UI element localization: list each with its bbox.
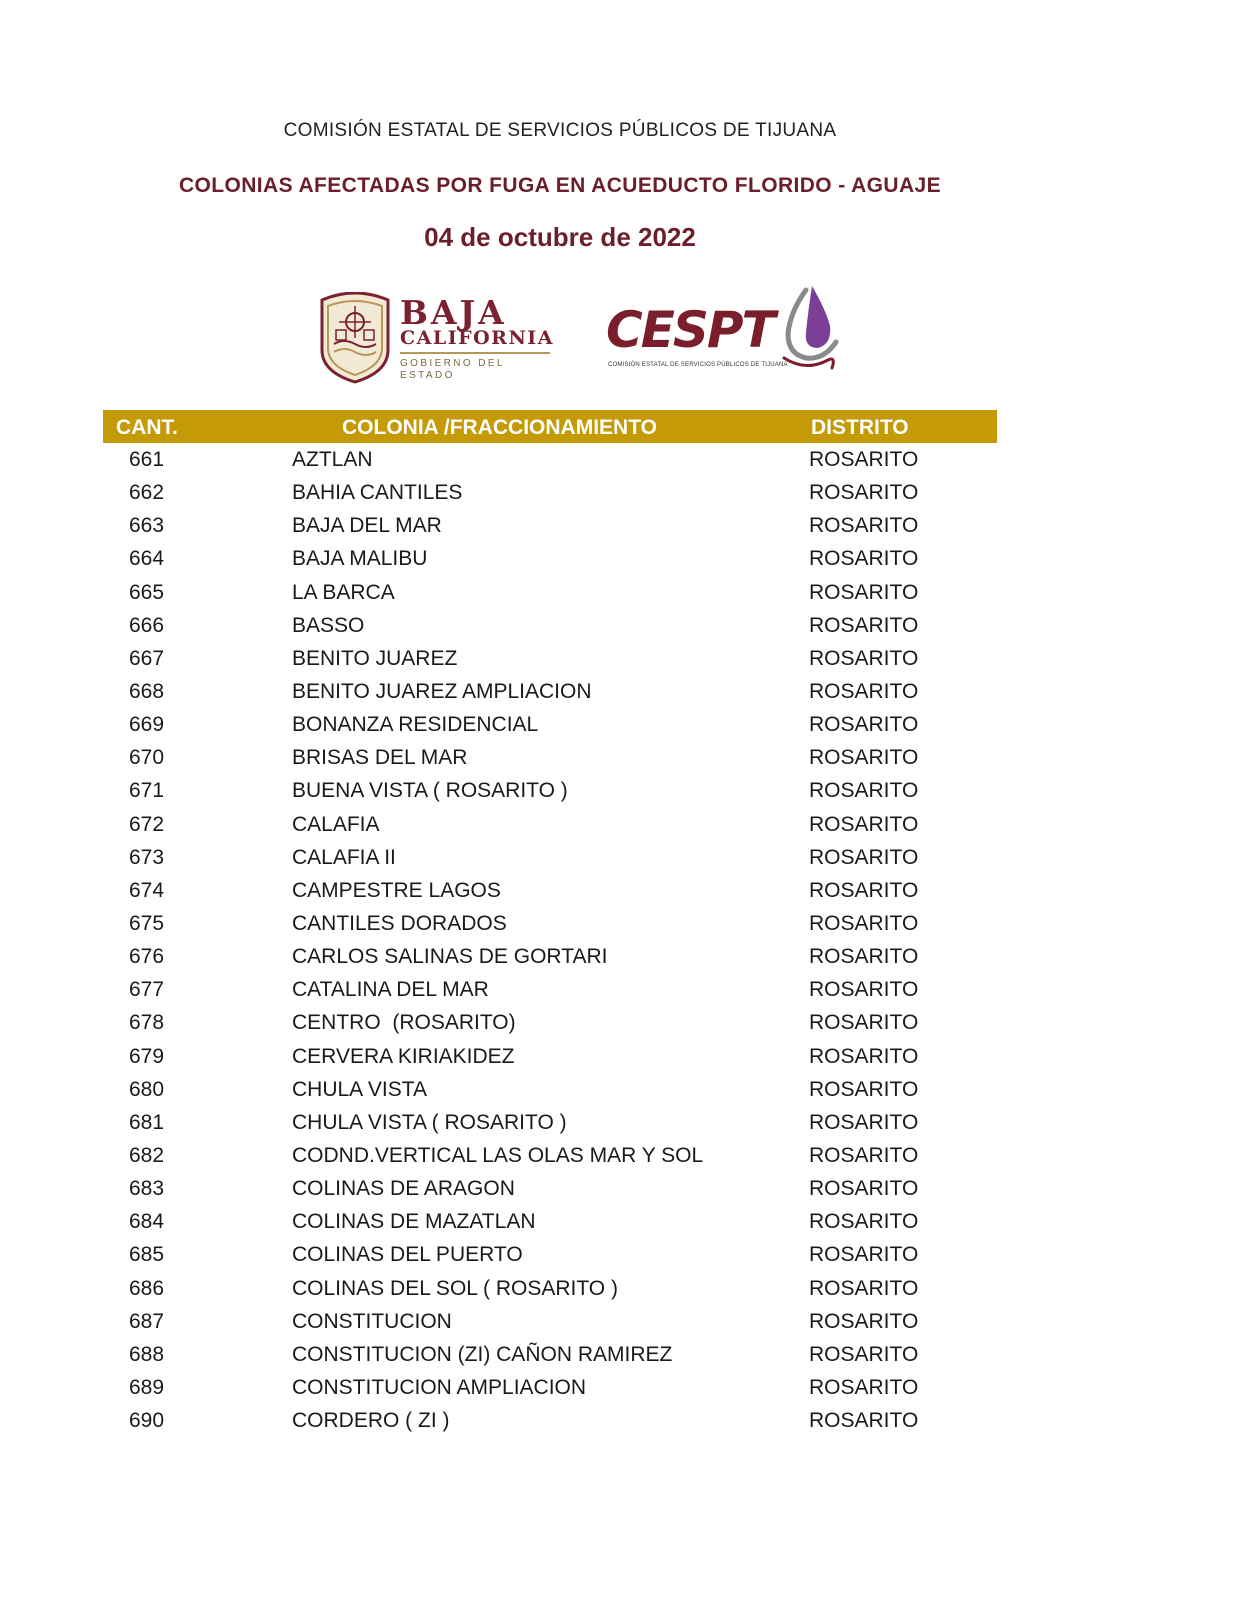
table-row: [103, 940, 997, 973]
row-distrito: ROSARITO: [809, 1342, 919, 1366]
row-cant: 665: [129, 580, 165, 604]
cespt-logo: [606, 282, 846, 382]
table-row: [103, 973, 997, 1006]
table-row: [103, 808, 997, 841]
row-distrito: ROSARITO: [809, 448, 919, 471]
row-distrito: ROSARITO: [809, 514, 919, 538]
row-cant: 672: [129, 812, 165, 836]
row-colonia: BENITO JUAREZ AMPLIACION: [292, 679, 592, 703]
document-title: COLONIAS AFECTADAS POR FUGA EN ACUEDUCTO FLORIDO - AGUAJE: [178, 174, 942, 197]
row-colonia: CHULA VISTA ( ROSARITO ): [292, 1110, 567, 1134]
row-cant: 673: [129, 845, 165, 869]
table-header: [103, 410, 997, 443]
row-distrito: ROSARITO: [809, 580, 919, 604]
row-cant: 679: [129, 1044, 165, 1068]
column-header-colonia: COLONIA /FRACCIONAMIENTO: [342, 416, 657, 439]
column-header-distrito: DISTRITO: [811, 416, 909, 439]
table-row: [103, 874, 997, 907]
row-distrito: ROSARITO: [809, 1210, 919, 1234]
row-cant: 681: [129, 1110, 165, 1134]
row-colonia: CONSTITUCION (ZI) CAÑON RAMIREZ: [292, 1342, 673, 1366]
table-row: [103, 1238, 997, 1271]
table-row: [103, 1404, 997, 1437]
row-distrito: ROSARITO: [809, 1044, 919, 1068]
row-colonia: CANTILES DORADOS: [292, 911, 507, 935]
row-distrito: ROSARITO: [809, 1110, 919, 1134]
row-colonia: BRISAS DEL MAR: [292, 746, 468, 770]
table-row: [103, 741, 997, 774]
row-colonia: BAJA MALIBU: [292, 547, 428, 571]
column-header-cant: CANT.: [116, 416, 178, 439]
row-colonia: CARLOS SALINAS DE GORTARI: [292, 945, 608, 969]
row-colonia: CERVERA KIRIAKIDEZ: [292, 1044, 515, 1068]
row-distrito: ROSARITO: [809, 1309, 919, 1333]
row-distrito: ROSARITO: [809, 1177, 919, 1201]
row-colonia: CODND.VERTICAL LAS OLAS MAR Y SOL: [292, 1143, 704, 1167]
row-colonia: CORDERO ( ZI ): [292, 1409, 450, 1433]
table-row: [103, 675, 997, 708]
row-cant: 669: [129, 713, 165, 737]
row-distrito: ROSARITO: [809, 878, 919, 902]
table-row: [103, 774, 997, 807]
table-row: [103, 1040, 997, 1073]
table-row: [103, 609, 997, 642]
row-distrito: ROSARITO: [809, 613, 919, 637]
row-distrito: ROSARITO: [809, 945, 919, 969]
table-row: [103, 642, 997, 675]
row-cant: 674: [129, 878, 165, 902]
row-colonia: BENITO JUAREZ: [292, 646, 458, 670]
row-cant: 680: [129, 1077, 165, 1101]
row-cant: 671: [129, 779, 165, 803]
state-seal-icon: [318, 292, 392, 384]
logo-divider: [400, 352, 550, 354]
row-colonia: CAMPESTRE LAGOS: [292, 878, 501, 902]
row-cant: 685: [129, 1243, 165, 1267]
row-cant: 675: [129, 911, 165, 935]
row-cant: 670: [129, 746, 165, 770]
document-date: 04 de octubre de 2022: [424, 222, 696, 252]
row-cant: 677: [129, 978, 165, 1002]
table-row: [103, 1006, 997, 1039]
table-row: [103, 841, 997, 874]
row-colonia: CENTRO (ROSARITO): [292, 1011, 516, 1035]
row-cant: 666: [129, 613, 165, 637]
row-distrito: ROSARITO: [809, 1077, 919, 1101]
row-distrito: ROSARITO: [809, 812, 919, 836]
row-cant: 678: [129, 1011, 165, 1035]
row-colonia: CHULA VISTA: [292, 1077, 427, 1101]
row-colonia: COLINAS DE MAZATLAN: [292, 1210, 536, 1234]
row-colonia: COLINAS DEL PUERTO: [292, 1243, 523, 1267]
table-row: [103, 1073, 997, 1106]
logo-california-text: CALIFORNIA: [400, 327, 554, 349]
row-cant: 661: [129, 448, 165, 471]
row-colonia: CALAFIA: [292, 812, 380, 836]
row-colonia: BASSO: [292, 613, 365, 637]
table-row: [103, 1172, 997, 1205]
row-distrito: ROSARITO: [809, 746, 919, 770]
row-cant: 686: [129, 1276, 165, 1300]
row-colonia: AZTLAN: [292, 448, 373, 471]
organization-name: COMISIÓN ESTATAL DE SERVICIOS PÚBLICOS DE TIJUANA: [283, 120, 837, 141]
row-cant: 689: [129, 1375, 165, 1399]
row-cant: 682: [129, 1143, 165, 1167]
table-row: [103, 1106, 997, 1139]
table-row: [103, 1338, 997, 1371]
row-cant: 688: [129, 1342, 165, 1366]
row-colonia: BAHIA CANTILES: [292, 481, 463, 505]
row-colonia: BONANZA RESIDENCIAL: [292, 713, 539, 737]
row-distrito: ROSARITO: [809, 1375, 919, 1399]
row-distrito: ROSARITO: [809, 978, 919, 1002]
table-row: [103, 1305, 997, 1338]
row-cant: 684: [129, 1210, 165, 1234]
row-colonia: COLINAS DEL SOL ( ROSARITO ): [292, 1276, 618, 1300]
table-row: [103, 1205, 997, 1238]
table-row: [103, 476, 997, 509]
table-row: [103, 542, 997, 575]
row-distrito: ROSARITO: [809, 547, 919, 571]
affected-colonies-table: [103, 410, 997, 1437]
table-row: [103, 1272, 997, 1305]
row-colonia: LA BARCA: [292, 580, 395, 604]
cespt-wordmark: CESPT: [606, 301, 774, 359]
row-colonia: BAJA DEL MAR: [292, 514, 442, 538]
table-row: [103, 907, 997, 940]
row-distrito: ROSARITO: [809, 646, 919, 670]
logo-gobierno-text: GOBIERNO DEL ESTADO: [400, 358, 505, 381]
table-row: [103, 576, 997, 609]
row-distrito: ROSARITO: [809, 1243, 919, 1267]
row-distrito: ROSARITO: [809, 779, 919, 803]
cespt-subtitle: COMISIÓN ESTATAL DE SERVICIOS PÚBLICOS DE TIJUANA: [608, 362, 788, 368]
row-colonia: CATALINA DEL MAR: [292, 978, 489, 1002]
row-cant: 667: [129, 646, 165, 670]
row-distrito: ROSARITO: [809, 1276, 919, 1300]
row-distrito: ROSARITO: [809, 1011, 919, 1035]
row-distrito: ROSARITO: [809, 1143, 919, 1167]
row-cant: 690: [129, 1409, 165, 1433]
row-distrito: ROSARITO: [809, 1409, 919, 1433]
table-row: [103, 509, 997, 542]
row-cant: 668: [129, 679, 165, 703]
row-colonia: CONSTITUCION: [292, 1309, 452, 1333]
table-row: [103, 708, 997, 741]
row-colonia: COLINAS DE ARAGON: [292, 1177, 515, 1201]
row-distrito: ROSARITO: [809, 713, 919, 737]
baja-california-logo: [318, 292, 558, 388]
table-row: [103, 1139, 997, 1172]
row-distrito: ROSARITO: [809, 679, 919, 703]
row-distrito: ROSARITO: [809, 481, 919, 505]
table-row: [103, 1371, 997, 1404]
row-colonia: CALAFIA II: [292, 845, 396, 869]
table-row: [103, 443, 997, 476]
logo-baja-text: BAJA: [400, 293, 507, 332]
row-cant: 662: [129, 481, 165, 505]
row-cant: 683: [129, 1177, 165, 1201]
row-distrito: ROSARITO: [809, 911, 919, 935]
row-colonia: BUENA VISTA ( ROSARITO ): [292, 779, 568, 803]
row-cant: 687: [129, 1309, 165, 1333]
row-colonia: CONSTITUCION AMPLIACION: [292, 1375, 587, 1399]
row-cant: 664: [129, 547, 165, 571]
table-body: [103, 443, 997, 1437]
row-cant: 663: [129, 514, 165, 538]
row-distrito: ROSARITO: [809, 845, 919, 869]
row-cant: 676: [129, 945, 165, 969]
